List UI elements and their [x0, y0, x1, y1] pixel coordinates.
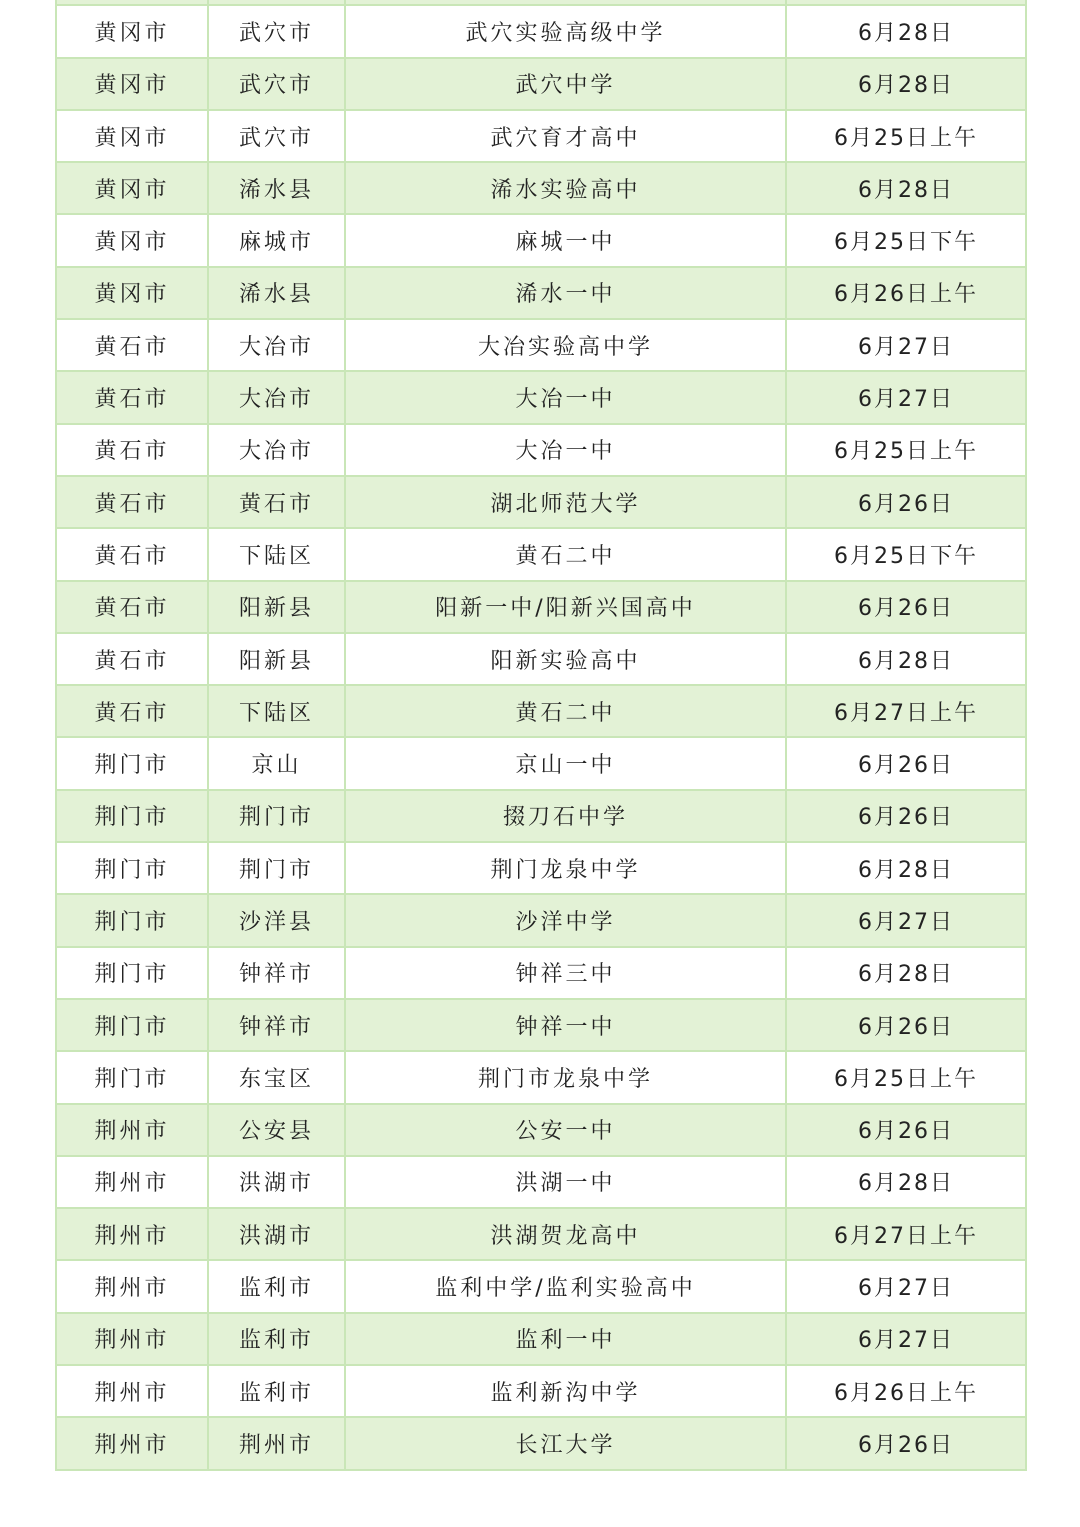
district-cell: 监利市	[208, 1260, 345, 1312]
table-row	[56, 633, 1026, 685]
school-cell: 阳新实验高中	[345, 633, 786, 685]
table-row	[56, 894, 1026, 946]
city-cell: 黄石市	[56, 371, 208, 423]
district-cell: 钟祥市	[208, 947, 345, 999]
district-cell: 荆州市	[208, 1417, 345, 1469]
table-row	[56, 1208, 1026, 1260]
city-cell: 荆州市	[56, 1104, 208, 1156]
district-cell: 荆门市	[208, 790, 345, 842]
city-cell: 荆门市	[56, 790, 208, 842]
table-row	[56, 842, 1026, 894]
district-cell: 浠水县	[208, 267, 345, 319]
city-cell: 荆州市	[56, 1208, 208, 1260]
school-cell: 公安一中	[345, 1104, 786, 1156]
district-cell: 浠水县	[208, 162, 345, 214]
district-cell: 监利市	[208, 1365, 345, 1417]
district-cell: 荆门市	[208, 842, 345, 894]
school-cell: 荆门市龙泉中学	[345, 1051, 786, 1103]
school-cell: 武穴实验高级中学	[345, 5, 786, 57]
schedule-table-body	[56, 0, 1026, 1470]
table-row	[56, 1051, 1026, 1103]
district-cell: 监利市	[208, 1313, 345, 1365]
city-cell: 荆州市	[56, 1260, 208, 1312]
table-row	[56, 790, 1026, 842]
city-cell: 荆州市	[56, 1417, 208, 1469]
table-row	[56, 267, 1026, 319]
date-cell: 6月26日	[786, 999, 1026, 1051]
date-cell: 6月27日	[786, 371, 1026, 423]
school-cell: 监利一中	[345, 1313, 786, 1365]
table-row	[56, 1104, 1026, 1156]
city-cell: 黄冈市	[56, 110, 208, 162]
table-row	[56, 58, 1026, 110]
city-cell: 黄冈市	[56, 267, 208, 319]
table-row	[56, 1313, 1026, 1365]
date-cell: 6月27日上午	[786, 1208, 1026, 1260]
city-cell: 黄石市	[56, 424, 208, 476]
date-cell: 6月28日	[786, 58, 1026, 110]
date-cell: 6月28日	[786, 162, 1026, 214]
city-cell: 荆门市	[56, 1051, 208, 1103]
city-cell: 荆门市	[56, 999, 208, 1051]
date-cell: 6月28日	[786, 947, 1026, 999]
city-cell: 黄石市	[56, 319, 208, 371]
district-cell: 洪湖市	[208, 1156, 345, 1208]
date-cell: 6月25日上午	[786, 110, 1026, 162]
school-cell: 沙洋中学	[345, 894, 786, 946]
district-cell: 大冶市	[208, 319, 345, 371]
district-cell: 武穴市	[208, 110, 345, 162]
school-cell: 监利新沟中学	[345, 1365, 786, 1417]
school-cell: 浠水一中	[345, 267, 786, 319]
school-cell: 洪湖贺龙高中	[345, 1208, 786, 1260]
city-cell: 黄冈市	[56, 214, 208, 266]
date-cell: 6月26日	[786, 737, 1026, 789]
school-cell: 京山一中	[345, 737, 786, 789]
district-cell: 下陆区	[208, 685, 345, 737]
date-cell: 6月26日	[786, 581, 1026, 633]
district-cell: 阳新县	[208, 581, 345, 633]
date-cell: 6月26日上午	[786, 1365, 1026, 1417]
school-cell: 掇刀石中学	[345, 790, 786, 842]
date-cell: 6月27日	[786, 1313, 1026, 1365]
city-cell: 荆门市	[56, 947, 208, 999]
district-cell: 大冶市	[208, 371, 345, 423]
city-cell: 黄石市	[56, 581, 208, 633]
school-cell: 荆门龙泉中学	[345, 842, 786, 894]
date-cell: 6月25日上午	[786, 1051, 1026, 1103]
district-cell: 京山	[208, 737, 345, 789]
date-cell: 6月27日	[786, 894, 1026, 946]
school-cell: 黄石二中	[345, 528, 786, 580]
district-cell: 洪湖市	[208, 1208, 345, 1260]
table-row	[56, 476, 1026, 528]
school-cell: 大冶一中	[345, 424, 786, 476]
district-cell: 钟祥市	[208, 999, 345, 1051]
table-row	[56, 947, 1026, 999]
school-cell: 阳新一中/阳新兴国高中	[345, 581, 786, 633]
date-cell: 6月26日	[786, 476, 1026, 528]
date-cell: 6月27日	[786, 319, 1026, 371]
table-row	[56, 5, 1026, 57]
table-row	[56, 319, 1026, 371]
city-cell: 黄冈市	[56, 162, 208, 214]
school-cell: 黄石二中	[345, 685, 786, 737]
table-row	[56, 737, 1026, 789]
school-cell: 湖北师范大学	[345, 476, 786, 528]
date-cell: 6月25日下午	[786, 214, 1026, 266]
city-cell: 黄冈市	[56, 58, 208, 110]
district-cell: 东宝区	[208, 1051, 345, 1103]
city-cell: 荆州市	[56, 1156, 208, 1208]
table-row	[56, 110, 1026, 162]
date-cell: 6月27日上午	[786, 685, 1026, 737]
city-cell: 黄石市	[56, 476, 208, 528]
school-cell: 大冶实验高中学	[345, 319, 786, 371]
school-cell: 武穴中学	[345, 58, 786, 110]
date-cell: 6月26日上午	[786, 267, 1026, 319]
table-row	[56, 162, 1026, 214]
city-cell: 荆门市	[56, 737, 208, 789]
school-cell: 监利中学/监利实验高中	[345, 1260, 786, 1312]
district-cell: 武穴市	[208, 5, 345, 57]
schedule-table-container	[55, 0, 1025, 1471]
table-row	[56, 1260, 1026, 1312]
date-cell: 6月26日	[786, 1417, 1026, 1469]
city-cell: 荆门市	[56, 894, 208, 946]
school-cell: 长江大学	[345, 1417, 786, 1469]
school-cell: 钟祥一中	[345, 999, 786, 1051]
school-cell: 武穴育才高中	[345, 110, 786, 162]
city-cell: 荆州市	[56, 1365, 208, 1417]
school-cell: 洪湖一中	[345, 1156, 786, 1208]
city-cell: 黄石市	[56, 633, 208, 685]
table-row	[56, 581, 1026, 633]
city-cell: 黄冈市	[56, 5, 208, 57]
date-cell: 6月28日	[786, 842, 1026, 894]
table-row	[56, 528, 1026, 580]
school-cell: 浠水实验高中	[345, 162, 786, 214]
table-row	[56, 685, 1026, 737]
city-cell: 荆门市	[56, 842, 208, 894]
table-row	[56, 371, 1026, 423]
table-row	[56, 1365, 1026, 1417]
table-row	[56, 1156, 1026, 1208]
city-cell: 荆州市	[56, 1313, 208, 1365]
city-cell: 黄石市	[56, 685, 208, 737]
table-row	[56, 214, 1026, 266]
city-cell: 黄石市	[56, 528, 208, 580]
table-row	[56, 424, 1026, 476]
date-cell: 6月26日	[786, 790, 1026, 842]
date-cell: 6月25日上午	[786, 424, 1026, 476]
date-cell: 6月28日	[786, 5, 1026, 57]
date-cell: 6月25日下午	[786, 528, 1026, 580]
date-cell: 6月27日	[786, 1260, 1026, 1312]
school-cell: 大冶一中	[345, 371, 786, 423]
district-cell: 下陆区	[208, 528, 345, 580]
date-cell: 6月28日	[786, 1156, 1026, 1208]
district-cell: 麻城市	[208, 214, 345, 266]
table-row	[56, 1417, 1026, 1469]
table-row	[56, 999, 1026, 1051]
school-cell: 钟祥三中	[345, 947, 786, 999]
schedule-table	[55, 0, 1027, 1471]
district-cell: 黄石市	[208, 476, 345, 528]
date-cell: 6月28日	[786, 633, 1026, 685]
school-cell: 麻城一中	[345, 214, 786, 266]
district-cell: 大冶市	[208, 424, 345, 476]
district-cell: 阳新县	[208, 633, 345, 685]
district-cell: 沙洋县	[208, 894, 345, 946]
district-cell: 武穴市	[208, 58, 345, 110]
district-cell: 公安县	[208, 1104, 345, 1156]
date-cell: 6月26日	[786, 1104, 1026, 1156]
